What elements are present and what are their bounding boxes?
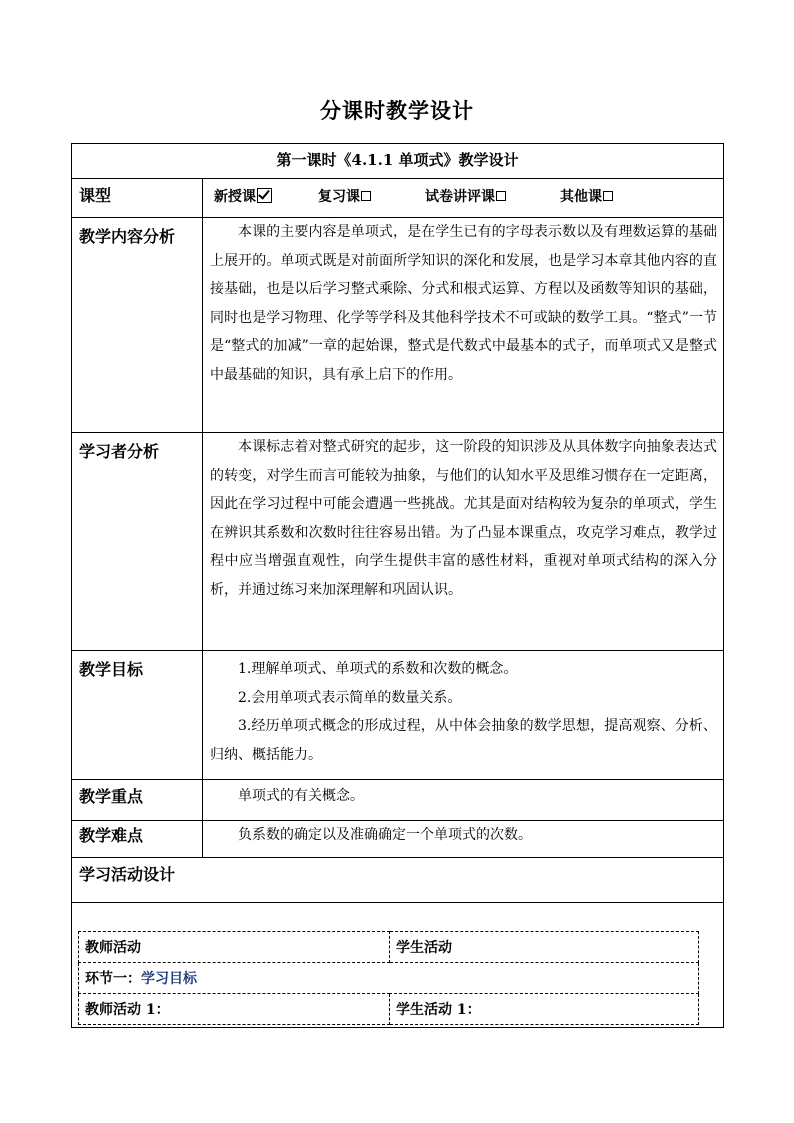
teacher-activity-header: 教师活动 — [79, 932, 390, 963]
content-analysis-text: 本课的主要内容是单项式，是在学生已有的字母表示数以及有理数运算的基础上展开的。单项式既是对前面所学知识的深化和发展，也是学习本章其他内容的直接基础，也是以后学习整式乘除、分式和根式运算、方程以及函数等知识的基础，同时也是学习物理、化学等学科及其他科学技术不可或缺的数学工具。“整式”一节是“整式的加减”一章的起始课，整式是代数式中最基本的式子，而单项式又是整式中最基础的知识，具有承上启下的作用。 — [210, 224, 718, 383]
activity-table — [78, 931, 699, 1025]
difficulties-text: 负系数的确定以及准确确定一个单项式的次数。 — [238, 827, 532, 843]
segment-title: 学习目标 — [141, 971, 197, 987]
unchecked-box-icon[interactable] — [361, 191, 371, 201]
difficulties-cell — [203, 821, 724, 858]
teacher-activity-1: 教师活动 1： — [79, 994, 390, 1025]
option-exam-review-lesson[interactable] — [425, 186, 506, 206]
unchecked-box-icon[interactable] — [603, 191, 613, 201]
option-other-lesson-label: 其他课 — [560, 189, 602, 205]
activity-design-label: 学习活动设计 — [72, 858, 724, 903]
option-other-lesson[interactable] — [560, 186, 613, 206]
option-review-lesson-label: 复习课 — [318, 189, 360, 205]
option-review-lesson[interactable] — [318, 186, 371, 206]
learner-analysis-cell — [203, 433, 724, 651]
content-analysis-cell — [203, 218, 724, 433]
objective-item: 2.会用单项式表示简单的数量关系。 — [238, 689, 462, 706]
learner-analysis-label: 学习者分析 — [72, 433, 203, 651]
objectives-cell — [203, 651, 724, 780]
lesson-plan-table — [71, 143, 724, 1028]
checked-box-icon[interactable] — [257, 188, 272, 203]
student-activity-header: 学生活动 — [390, 932, 699, 963]
page-title: 分课时教学设计 — [320, 98, 474, 123]
activity-design-cell — [72, 903, 724, 1028]
option-exam-review-lesson-label: 试卷讲评课 — [425, 189, 495, 205]
segment-prefix: 环节一： — [85, 971, 141, 987]
key-points-text: 单项式的有关概念。 — [238, 788, 364, 804]
student-activity-1: 学生活动 1： — [390, 994, 699, 1025]
difficulties-label: 教学难点 — [72, 821, 203, 858]
objective-item: 1.理解单项式、单项式的系数和次数的概念。 — [238, 661, 518, 677]
lesson-title: 第一课时《4.1.1 单项式》教学设计 — [72, 144, 724, 179]
option-new-lesson-label: 新授课 — [214, 189, 256, 205]
learner-analysis-text: 本课标志着对整式研究的起步，这一阶段的知识涉及从具体数字向抽象表达式的转变，对学生而言可能较为抽象，与他们的认知水平及思维习惯存在一定距离，因此在学习过程中可能会遭遇一些挑战。尤其是面对结构较为复杂的单项式，学生在辨识其系数和次数时往往容易出错。为了凸显本课重点，攻克学习难点，教学过程中应当增强直观性，向学生提供丰富的感性材料，重视对单项式结构的深入分析，并通过练习来加深理解和巩固认识。 — [210, 439, 718, 598]
content-analysis-label: 教学内容分析 — [72, 218, 203, 433]
course-type-label: 课型 — [72, 179, 203, 218]
key-points-cell — [203, 780, 724, 821]
course-type-options — [203, 179, 724, 218]
objectives-label: 教学目标 — [72, 651, 203, 780]
objective-item: 3.经历单项式概念的形成过程，从中体会抽象的数学思想，提高观察、分析、归纳、概括能力。 — [210, 718, 718, 763]
option-new-lesson[interactable] — [214, 186, 272, 206]
unchecked-box-icon[interactable] — [496, 191, 506, 201]
key-points-label: 教学重点 — [72, 780, 203, 821]
segment-row — [79, 963, 699, 994]
